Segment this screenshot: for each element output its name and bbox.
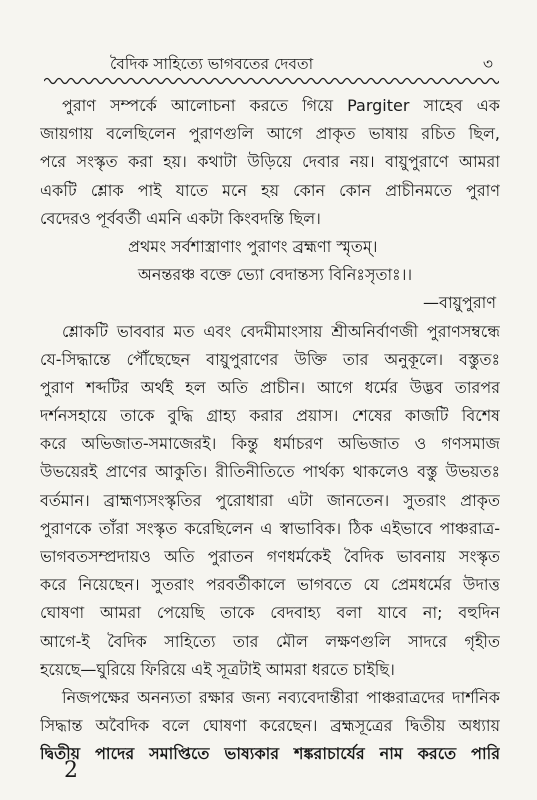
text-line: জায়গায় বলেছিলেন পুরাণগুলি আগে প্রাকৃত ভাষায় রচিত ছিল, [40,124,500,144]
text-line: আগে-ই বৈদিক সাহিত্যে তার মৌল লক্ষণগুলি সাদরে গৃহীত [40,631,500,651]
verse-line: প্রথমং সর্বশাস্ত্রাণাং পুরাণং ব্রহ্মণা স্মৃতম্। [128,236,378,256]
text-line: পুরাণ সম্পর্কে আলোচনা করতে গিয়ে Pargiter সাহেব এক [62,96,500,115]
text-line: দ্বিতীয় পাদের সমাপ্তিতে ভাষ্যকার শঙ্করাচার্যের নাম করতে পারি [40,744,500,764]
text-line: বেদেরও পূর্ববর্তী এমনি একটা কিংবদন্তি ছিল। [40,208,321,228]
body-text [40,92,500,769]
text-line: বর্তমান। ব্রাহ্মণ্যসংস্কৃতির পুরোধারা এটা জানতেন। সুতরাং প্রাকৃত [40,490,500,510]
text-line: পরে সংস্কৃত করা হয়। কথাটা উড়িয়ে দেবার নয়। বায়ুপুরাণে আমরা [40,152,500,172]
text-line: পুরাণ শব্দটির অর্থই হল অতি প্রাচীন। আগে ধর্মের উদ্ভব তারপর [40,377,500,397]
text-line: করে অভিজাত-সমাজেরই। কিন্তু ধর্মাচরণ অভিজাত ও গণসমাজ [40,434,500,454]
text-line: ঘোষণা আমরা পেয়েছি তাকে বেদবাহ্য বলা যাবে না; বহুদিন [40,603,500,623]
text-line: নিজপক্ষের অনন্যতা রক্ষার জন্য নব্যবেদান্তীরা পাঞ্চরাত্রদের দার্শনিক [62,687,500,707]
text-line: হয়েছে—ঘুরিয়ে ফিরিয়ে এই সূত্রটাই আমরা ধরতে চাইছি। [40,659,395,679]
verse-attribution: —বায়ুপুরাণ [423,293,496,313]
text-line: যে-সিদ্ধান্তে পৌঁছেছেন বায়ুপুরাণের উক্তি তার অনুকূলে। বস্তুতঃ [40,349,500,369]
text-line: করে নিয়েছেন। সুতরাং পরবর্তীকালে ভাগবতে যে প্রেমধর্মের উদাত্ত [40,575,500,595]
text-line: উভয়েরই প্রাণের আকুতি। রীতিনীতিতে পার্থক্য থাকলেও বস্তু উভয়তঃ [40,462,500,482]
text-line: দর্শনসহায়ে তাকে বুদ্ধি গ্রাহ্য করার প্রয়াস। শেষের কাজটি বিশেষ [40,406,500,426]
verse-line: অনন্তরঞ্চ বক্তে ভ্যো বেদান্তস্য বিনিঃসৃতাঃ।। [138,265,413,285]
text-line: শ্লোকটি ভাববার মত এবং বেদমীমাংসায় শ্রীঅনির্বাণজী পুরাণসম্বন্ধে [62,321,500,341]
running-title: বৈদিক সাহিত্যে ভাগবতের দেবতা [110,55,314,73]
page-number: ৩ [482,55,493,73]
text-line: একটি শ্লোক পাই যাতে মনে হয় কোন কোন প্রাচীনমতে পুরাণ [40,180,500,200]
header-rule [44,76,499,86]
text-line: পুরাণকে তাঁরা সংস্কৃত করেছিলেন এ স্বাভাবিক। ঠিক এইভাবে পাঞ্চরাত্র- [40,518,500,538]
sheet-number: 2 [64,758,78,783]
text-line: সিদ্ধান্ত অবৈদিক বলে ঘোষণা করেছেন। ব্রহ্মসূত্রের দ্বিতীয় অধ্যায় [40,716,500,736]
text-line: ভাগবতসম্প্রদায়ও অতি পুরাতন গণধর্মকেই বৈদিক ভাবনায় সংস্কৃত [40,547,500,566]
